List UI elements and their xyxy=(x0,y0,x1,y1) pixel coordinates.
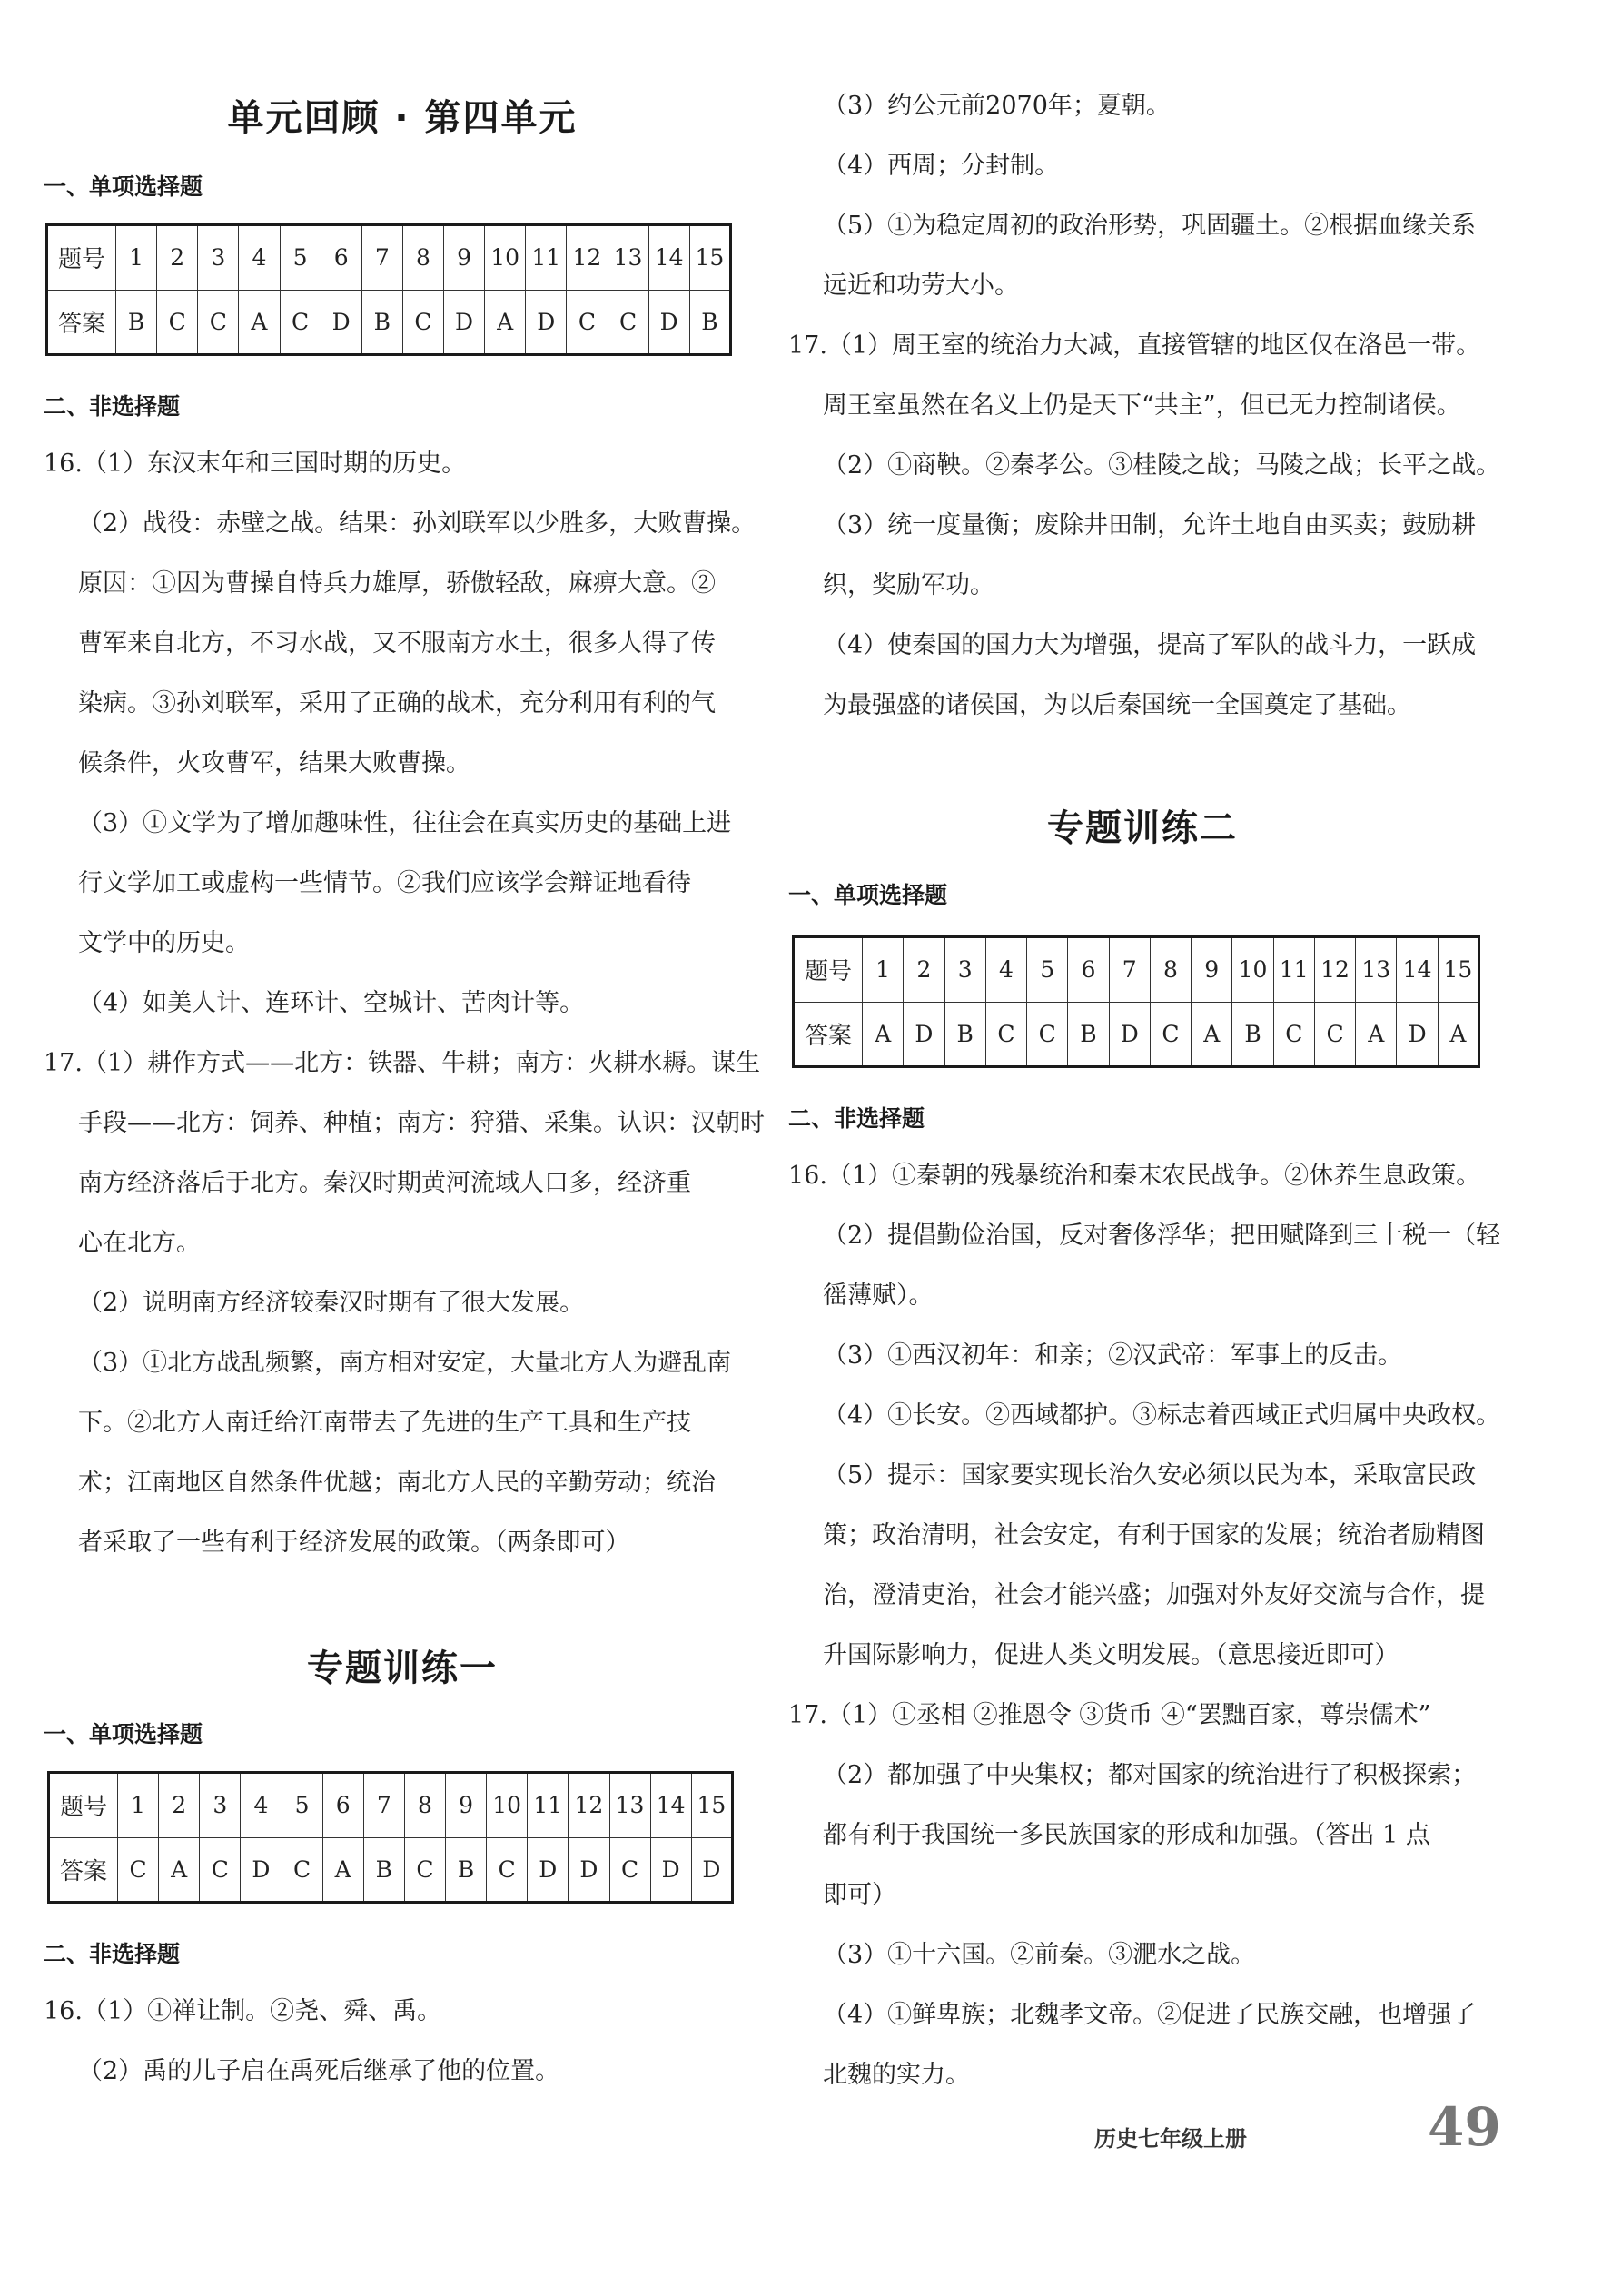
unit4-mc-heading: 一、单项选择题 xyxy=(44,173,203,200)
question-number-cell: 4 xyxy=(239,225,280,291)
answer-label: 答案 xyxy=(47,290,116,355)
question-number-cell: 13 xyxy=(608,225,648,291)
answer-cell: C xyxy=(280,290,321,355)
topic1-non-mc-heading: 二、非选择题 xyxy=(44,1941,181,1967)
answer-cell: D xyxy=(526,290,567,355)
answer-line: 升国际影响力，促进人类文明发展。（意思接近即可） xyxy=(823,1641,1399,1669)
question-number-cell: 12 xyxy=(567,225,608,291)
answer-cell: C xyxy=(487,1837,528,1903)
question-number-cell: 14 xyxy=(648,225,689,291)
question-number-cell: 6 xyxy=(322,1773,363,1838)
answer-line: 16.（1）①秦朝的残暴统治和秦末农民战争。②休养生息政策。 xyxy=(788,1162,1481,1190)
answer-line: 徭薄赋）。 xyxy=(823,1282,934,1310)
answer-line: 原因：①因为曹操自恃兵力雄厚，骄傲轻敌，麻痹大意。② xyxy=(78,569,716,598)
answer-cell: C xyxy=(1027,1002,1068,1067)
question-number-cell: 3 xyxy=(200,1773,241,1838)
answer-line: 治，澄清吏治，社会才能兴盛；加强对外友好交流与合作，提 xyxy=(823,1581,1485,1609)
answer-cell: A xyxy=(239,290,280,355)
question-number-cell: 2 xyxy=(157,225,198,291)
answer-cell: A xyxy=(322,1837,363,1903)
answer-line: 曹军来自北方，不习水战，又不服南方水土，很多人得了传 xyxy=(78,629,716,658)
answer-row xyxy=(794,1002,1479,1067)
answer-cell: A xyxy=(1438,1002,1478,1067)
answer-row xyxy=(49,1837,733,1903)
question-number-cell: 7 xyxy=(361,225,402,291)
topic2-mc-heading: 一、单项选择题 xyxy=(788,882,948,908)
topic2-non-mc-heading: 二、非选择题 xyxy=(788,1105,925,1132)
topic2-answer-table xyxy=(792,935,1480,1068)
answer-cell: D xyxy=(904,1002,944,1067)
question-number-cell: 4 xyxy=(241,1773,282,1838)
question-number-cell: 7 xyxy=(1109,937,1150,1003)
question-number-cell: 13 xyxy=(609,1773,650,1838)
answer-line: （3）①文学为了增加趣味性，往往会在真实历史的基础上进 xyxy=(78,809,732,837)
answer-line: （4）使秦国的国力大为增强，提高了军队的战斗力，一跃成 xyxy=(823,631,1477,659)
answer-cell: D xyxy=(1397,1002,1438,1067)
answer-cell: B xyxy=(116,290,157,355)
answer-cell: B xyxy=(1068,1002,1109,1067)
answer-line: 北魏的实力。 xyxy=(823,2061,970,2089)
answer-cell: A xyxy=(159,1837,200,1903)
answer-cell: D xyxy=(569,1837,609,1903)
answer-cell: C xyxy=(402,290,443,355)
answer-line: 16.（1）东汉末年和三国时期的历史。 xyxy=(44,450,467,478)
answer-line: （2）①商鞅。②秦孝公。③桂陵之战；马陵之战；长平之战。 xyxy=(823,451,1501,480)
question-number-cell: 15 xyxy=(691,1773,732,1838)
unit4-answer-table xyxy=(45,223,732,356)
answer-line: （4）①长安。②西域都护。③标志着西域正式归属中央政权。 xyxy=(823,1401,1501,1430)
question-number-cell: 3 xyxy=(944,937,985,1003)
answer-cell: D xyxy=(1109,1002,1150,1067)
answer-cell: B xyxy=(363,1837,404,1903)
question-number-cell: 8 xyxy=(404,1773,445,1838)
answer-line: 周王室虽然在名义上仍是天下“共主”，但已无力控制诸侯。 xyxy=(823,391,1461,420)
answer-line: 南方经济落后于北方。秦汉时期黄河流域人口多，经济重 xyxy=(78,1169,691,1197)
question-number-cell: 10 xyxy=(487,1773,528,1838)
question-number-cell: 15 xyxy=(689,225,730,291)
answer-line: 者采取了一些有利于经济发展的政策。（两条即可） xyxy=(78,1529,630,1557)
answer-line: 心在北方。 xyxy=(78,1229,201,1257)
topic1-answer-table xyxy=(47,1771,734,1904)
answer-line: （3）①十六国。②前秦。③淝水之战。 xyxy=(823,1941,1256,1969)
answer-line: 17.（1）①丞相 ②推恩令 ③货币 ④“罢黜百家，尊崇儒术” xyxy=(788,1701,1431,1729)
question-number-cell: 12 xyxy=(1314,937,1355,1003)
answer-cell: C xyxy=(985,1002,1026,1067)
topic1-answers-right xyxy=(788,76,1501,736)
question-number-cell: 7 xyxy=(363,1773,404,1838)
answer-cell: C xyxy=(1314,1002,1355,1067)
answer-line: （4）如美人计、连环计、空城计、苦肉计等。 xyxy=(78,989,585,1017)
answer-cell: D xyxy=(444,290,485,355)
topic1-mc-heading: 一、单项选择题 xyxy=(44,1721,203,1747)
answer-line: （3）①北方战乱频繁，南方相对安定，大量北方人为避乱南 xyxy=(78,1349,732,1377)
answer-line: 手段——北方：饲养、种植；南方：狩猎、采集。认识：汉朝时 xyxy=(78,1109,765,1137)
question-number-cell: 12 xyxy=(569,1773,609,1838)
answer-cell: C xyxy=(404,1837,445,1903)
answer-cell: A xyxy=(1192,1002,1232,1067)
answer-cell: C xyxy=(282,1837,322,1903)
answer-cell: B xyxy=(1232,1002,1273,1067)
answer-cell: C xyxy=(609,1837,650,1903)
answer-cell: C xyxy=(1273,1002,1314,1067)
topic1-title: 专题训练一 xyxy=(307,1648,498,1689)
answer-line: （2）说明南方经济较秦汉时期有了很大发展。 xyxy=(78,1289,585,1317)
answer-cell: B xyxy=(689,290,730,355)
topic1-answers-left xyxy=(44,1982,761,2102)
question-number-row xyxy=(794,937,1479,1003)
answer-line: 织，奖励军功。 xyxy=(823,571,994,599)
question-number-cell: 5 xyxy=(1027,937,1068,1003)
question-number-cell: 9 xyxy=(1192,937,1232,1003)
answer-cell: C xyxy=(1150,1002,1191,1067)
question-number-cell: 5 xyxy=(282,1773,322,1838)
question-number-cell: 1 xyxy=(116,225,157,291)
answer-line: （3）约公元前2070年；夏朝。 xyxy=(823,92,1171,120)
question-number-cell: 10 xyxy=(485,225,526,291)
question-number-row xyxy=(49,1773,733,1838)
question-number-cell: 14 xyxy=(650,1773,691,1838)
answer-line: 17.（1）周王室的统治力大减，直接管辖的地区仅在洛邑一带。 xyxy=(788,332,1481,360)
answer-cell: B xyxy=(361,290,402,355)
answer-line: 16.（1）①禅让制。②尧、舜、禹。 xyxy=(44,1997,442,2025)
answer-line: （4）西周；分封制。 xyxy=(823,152,1060,180)
answer-line: 术；江南地区自然条件优越；南北方人民的辛勤劳动；统治 xyxy=(78,1469,716,1497)
answer-row xyxy=(47,290,731,355)
answer-cell: B xyxy=(446,1837,487,1903)
answer-cell: A xyxy=(863,1002,904,1067)
question-number-cell: 4 xyxy=(985,937,1026,1003)
answer-label: 答案 xyxy=(794,1002,863,1067)
answer-cell: A xyxy=(1356,1002,1397,1067)
answer-line: （2）提倡勤俭治国，反对奢侈浮华；把田赋降到三十税一（轻 xyxy=(823,1222,1501,1250)
question-number-cell: 1 xyxy=(863,937,904,1003)
answer-line: （3）①西汉初年：和亲；②汉武帝：军事上的反击。 xyxy=(823,1341,1403,1370)
answer-line: 17.（1）耕作方式——北方：铁器、牛耕；南方：火耕水耨。谋生 xyxy=(44,1049,761,1077)
unit4-non-mc-heading: 二、非选择题 xyxy=(44,393,181,420)
topic2-answers xyxy=(788,1146,1501,2105)
answer-cell: D xyxy=(528,1837,569,1903)
answer-cell: C xyxy=(198,290,239,355)
answer-cell: D xyxy=(241,1837,282,1903)
answer-line: 都有利于我国统一多民族国家的形成和加强。（答出 1 点 xyxy=(823,1821,1430,1849)
question-number-cell: 11 xyxy=(528,1773,569,1838)
answer-line: 为最强盛的诸侯国，为以后秦国统一全国奠定了基础。 xyxy=(823,691,1411,719)
answer-cell: C xyxy=(118,1837,159,1903)
answer-cell: D xyxy=(650,1837,691,1903)
page-number: 49 xyxy=(1428,2096,1501,2158)
answer-line: 即可） xyxy=(823,1881,896,1909)
footer-subject: 历史七年级上册 xyxy=(1094,2126,1247,2152)
unit4-title: 单元回顾 · 第四单元 xyxy=(227,97,578,139)
question-number-cell: 5 xyxy=(280,225,321,291)
answer-line: （2）都加强了中央集权；都对国家的统治进行了积极探索； xyxy=(823,1761,1477,1789)
answer-line: 候条件，火攻曹军，结果大败曹操。 xyxy=(78,749,470,777)
question-number-label: 题号 xyxy=(47,225,116,291)
question-number-cell: 1 xyxy=(118,1773,159,1838)
answer-line: 远近和功劳大小。 xyxy=(823,272,1019,300)
answer-line: 行文学加工或虚构一些情节。②我们应该学会辩证地看待 xyxy=(78,869,691,897)
question-number-row xyxy=(47,225,731,291)
question-number-cell: 11 xyxy=(1273,937,1314,1003)
question-number-cell: 2 xyxy=(159,1773,200,1838)
question-number-cell: 3 xyxy=(198,225,239,291)
answer-line: （2）禹的儿子启在禹死后继承了他的位置。 xyxy=(78,2057,560,2085)
answer-cell: C xyxy=(157,290,198,355)
answer-cell: C xyxy=(608,290,648,355)
answer-cell: A xyxy=(485,290,526,355)
question-number-cell: 11 xyxy=(526,225,567,291)
question-number-cell: 2 xyxy=(904,937,944,1003)
unit4-answers xyxy=(44,434,765,1573)
topic2-title: 专题训练二 xyxy=(1047,807,1238,849)
question-number-cell: 6 xyxy=(1068,937,1109,1003)
question-number-cell: 13 xyxy=(1356,937,1397,1003)
answer-cell: D xyxy=(321,290,361,355)
question-number-cell: 9 xyxy=(444,225,485,291)
answer-line: 策；政治清明，社会安定，有利于国家的发展；统治者励精图 xyxy=(823,1521,1485,1549)
answer-line: 文学中的历史。 xyxy=(78,929,250,957)
question-number-label: 题号 xyxy=(794,937,863,1003)
question-number-cell: 15 xyxy=(1438,937,1478,1003)
answer-cell: D xyxy=(648,290,689,355)
question-number-label: 题号 xyxy=(49,1773,118,1838)
question-number-cell: 10 xyxy=(1232,937,1273,1003)
answer-cell: B xyxy=(944,1002,985,1067)
answer-cell: C xyxy=(567,290,608,355)
question-number-cell: 14 xyxy=(1397,937,1438,1003)
answer-cell: D xyxy=(691,1837,732,1903)
answer-cell: C xyxy=(200,1837,241,1903)
question-number-cell: 6 xyxy=(321,225,361,291)
answer-line: （2）战役：赤壁之战。结果：孙刘联军以少胜多，大败曹操。 xyxy=(78,510,756,538)
answer-line: （5）提示：国家要实现长治久安必须以民为本，采取富民政 xyxy=(823,1461,1477,1489)
answer-line: （3）统一度量衡；废除井田制，允许土地自由买卖；鼓励耕 xyxy=(823,511,1477,539)
answer-line: （4）①鲜卑族；北魏孝文帝。②促进了民族交融，也增强了 xyxy=(823,2001,1477,2029)
answer-label: 答案 xyxy=(49,1837,118,1903)
answer-line: 染病。③孙刘联军，采用了正确的战术，充分利用有利的气 xyxy=(78,689,716,718)
question-number-cell: 8 xyxy=(402,225,443,291)
answer-line: 下。②北方人南迁给江南带去了先进的生产工具和生产技 xyxy=(78,1409,691,1437)
answer-line: （5）①为稳定周初的政治形势，巩固疆土。②根据血缘关系 xyxy=(823,212,1477,240)
question-number-cell: 9 xyxy=(446,1773,487,1838)
question-number-cell: 8 xyxy=(1150,937,1191,1003)
